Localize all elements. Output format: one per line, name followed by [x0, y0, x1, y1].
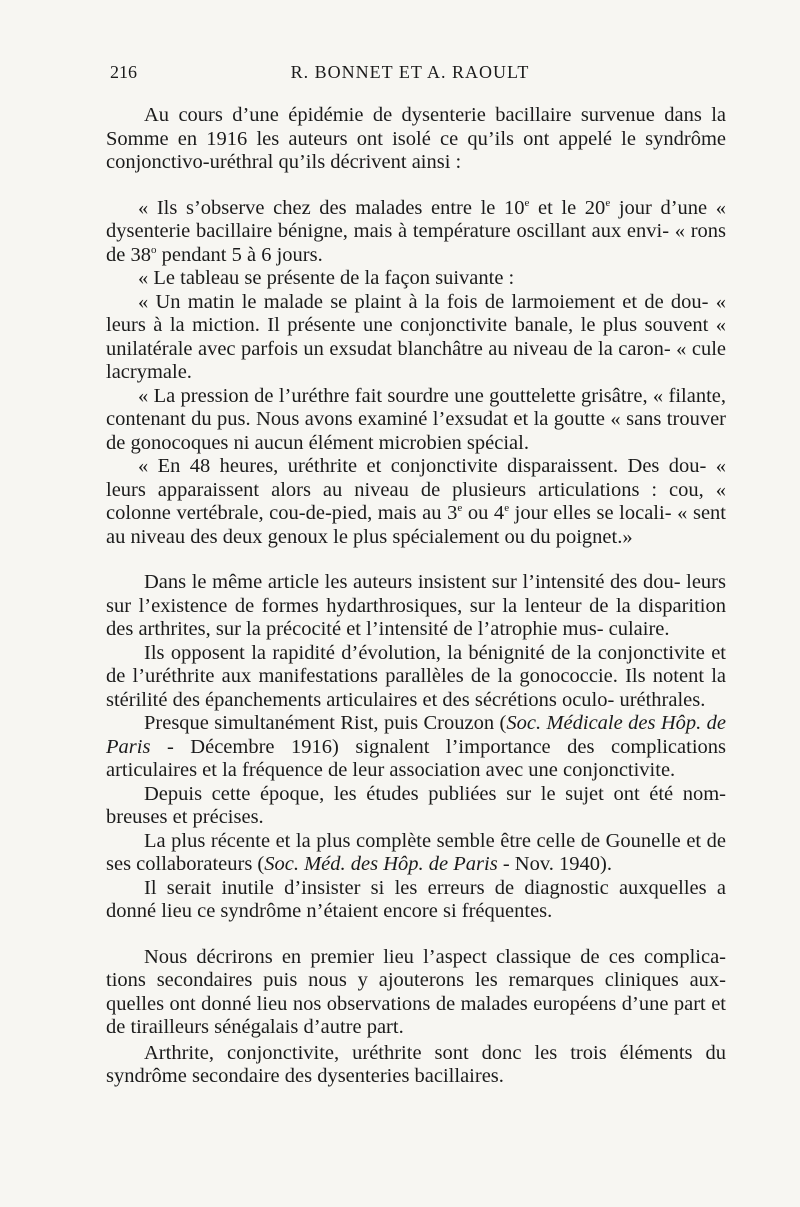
- running-title: R. BONNET ET A. RAOULT: [290, 62, 530, 82]
- paragraph-4: Presque simultanément Rist, puis Crouzon (Soc. Médicale des Hôp. de Paris - Décembre 1916) signalent l’importance des complications articulaires et la fréquence de leur association avec une conjonctivite.: [106, 712, 727, 781]
- quote-3: « Un matin le malade se plaint à la fois de larmoiement et de dou- « leurs à la miction. Il présente une conjonctivite banale, le plus souvent « unilatérale avec parfois un exsudat blanchâtre au niveau de la caron- « cule lacrymale.: [106, 290, 726, 383]
- quote-1: « Ils s’observe chez des malades entre le 10e et le 20e jour d’une « dysenterie bacillaire bénigne, mais à température oscillant aux envi- « rons de 38$^o$ pendant 5 à 6 jours.: [106, 196, 726, 266]
- page-number: 216: [110, 62, 137, 82]
- paragraph-6: La plus récente et la plus complète semble être celle de Gounelle et de ses collaborateurs (Soc. Méd. des Hôp. de Paris - Nov. 1940).: [106, 829, 726, 875]
- paragraph-9: Arthrite, conjonctivite, uréthrite sont donc les trois éléments du syndrôme secondaire des dysenteries bacillaires.: [106, 1041, 726, 1087]
- quote-5: « En 48 heures, uréthrite et conjonctivite disparaissent. Des dou- « leurs apparaissent alors au niveau de plusieurs articulations : cou, « colonne vertébrale, cou-de-pied, mais au 3e ou 4e jour elles se locali- « sent au niveau des deux genoux le plus spécialement ou du poignet.»: [106, 455, 727, 548]
- paragraph-5: Depuis cette époque, les études publiées sur le sujet ont été nom- breuses et précises.: [106, 782, 726, 828]
- quote-2: « Le tableau se présente de la façon suivante :: [138, 267, 515, 289]
- paragraph-1: Au cours d’une épidémie de dysenterie bacillaire survenue dans la Somme en 1916 les auteurs ont isolé ce qu’ils ont appelé le syndrôme conjonctivo-uréthral qu’ils décrivent ainsi :: [106, 104, 726, 173]
- paragraph-8: Nous décrirons en premier lieu l’aspect classique de ces complica- tions secondaires puis nous y ajouterons les remarques cliniques aux- quelles ont donné lieu nos observations de malades européens d’une part et de tirailleurs sénégalais d’autre part.: [106, 945, 726, 1038]
- paragraph-2: Dans le même article les auteurs insistent sur l’intensité des dou- leurs sur l’existence de formes hydarthrosiques, sur la lenteur de la disparition des arthrites, sur la précocité et l’intensité de l’atrophie mus- culaire.: [106, 571, 726, 640]
- paragraph-3: Ils opposent la rapidité d’évolution, la bénignité de la conjonctivite et de l’uréthrite aux manifestations parallèles de la gonococcie. Ils notent la stérilité des épanchements articulaires et des sécrétions oculo- uréthrales.: [106, 641, 726, 711]
- page-body: [106, 104, 726, 1089]
- page-header: [110, 62, 710, 88]
- quote-4: « La pression de l’uréthre fait sourdre une gouttelette grisâtre, « filante, contenant du pus. Nous avons examiné l’exsudat et la goutte « sans trouver de gonocoques ni aucun élément microbien spécial.: [106, 384, 726, 454]
- paragraph-7: Il serait inutile d’insister si les erreurs de diagnostic auxquelles a donné lieu ce syndrôme n’étaient encore si fréquentes.: [106, 876, 726, 922]
